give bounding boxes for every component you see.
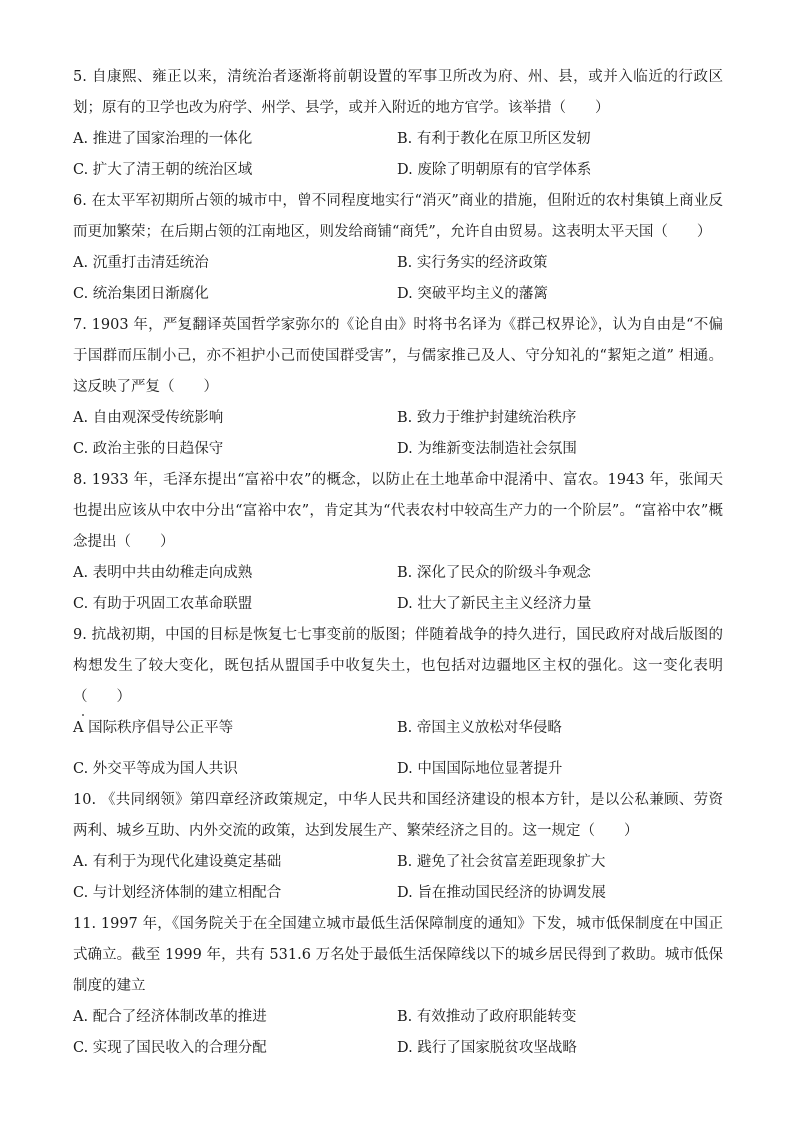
- question-7: [73, 310, 723, 465]
- option-list: [73, 713, 723, 785]
- option-list: [73, 558, 723, 620]
- question-10: [73, 785, 723, 909]
- option-b[interactable]: B. 帝国主义放松对华侵略: [397, 720, 562, 736]
- option-d[interactable]: D. 为维新变法制造社会氛围: [397, 441, 577, 457]
- option-d[interactable]: D. 突破平均主义的藩篱: [397, 286, 548, 302]
- option-c[interactable]: C. 实现了国民收入的合理分配: [73, 1040, 267, 1056]
- question-stem: 10. 《共同纲领》第四章经济政策规定，中华人民共和国经济建设的根本方针，是以公私兼顾、劳资两利、城乡互助、内外交流的政策，达到发展生产、繁荣经济之目的。这一规定（ ）: [73, 792, 723, 839]
- spacer: [397, 744, 723, 754]
- question-stem: 6. 在太平军初期所占领的城市中，曾不同程度地实行“消灭”商业的措施，但附近的农村集镇上商业反而更加繁荣；在后期占领的江南地区，则发给商铺“商凭”，允许自由贸易。这表明太平天国（ ）: [73, 193, 723, 240]
- option-c[interactable]: C. 政治主张的日趋保守: [73, 441, 224, 457]
- option-a[interactable]: A. 推进了国家治理的一体化: [73, 131, 253, 147]
- option-c[interactable]: C. 与计划经济体制的建立相配合: [73, 885, 282, 901]
- option-c[interactable]: C. 有助于巩固工农革命联盟: [73, 596, 253, 612]
- question-11: [73, 909, 723, 1064]
- option-d[interactable]: D. 废除了明朝原有的官学体系: [397, 162, 592, 178]
- question-6: [73, 186, 723, 310]
- question-list: [73, 62, 723, 1064]
- question-9: [73, 620, 723, 785]
- question-stem: 7. 1903 年，严复翻译英国哲学家弥尔的《论自由》时将书名译为《群己权界论》，认为自由是“不偏于国群而压制小己，亦不袒护小己而使国群受害”，与儒家推己及人、守分知礼的“絜矩之道” 相通。这反映了严复（ ）: [73, 317, 723, 395]
- option-c[interactable]: C. 外交平等成为国人共识: [73, 761, 238, 777]
- stray-mark: [82, 714, 84, 716]
- question-8: [73, 465, 723, 620]
- question-stem: 9. 抗战初期，中国的目标是恢复七七事变前的版图；伴随着战争的持久进行，国民政府对战后版图的构想发生了较大变化，既包括从盟国手中收复失土，也包括对边疆地区主权的强化。这一变化表明（ ）: [73, 627, 723, 705]
- option-b[interactable]: B. 避免了社会贫富差距现象扩大: [397, 854, 606, 870]
- question-stem: 8. 1933 年，毛泽东提出“富裕中农”的概念，以防止在土地革命中混淆中、富农。1943 年，张闻天也提出应该从中农中分出“富裕中农”，肯定其为“代表农村中较高生产力的一个阶层”。“富裕中农”概念提出（ ）: [73, 472, 723, 550]
- option-a[interactable]: A. 自由观深受传统影响: [73, 410, 224, 426]
- option-c[interactable]: C. 统治集团日渐腐化: [73, 286, 209, 302]
- option-d[interactable]: D. 践行了国家脱贫攻坚战略: [397, 1040, 577, 1056]
- option-a[interactable]: A. 有利于为现代化建设奠定基础: [73, 854, 282, 870]
- option-b[interactable]: B. 实行务实的经济政策: [397, 255, 548, 271]
- option-d[interactable]: D. 旨在推动国民经济的协调发展: [397, 885, 606, 901]
- option-list: [73, 1002, 723, 1064]
- spacer: [73, 744, 397, 754]
- option-d[interactable]: D. 中国国际地位显著提升: [397, 761, 563, 777]
- option-d[interactable]: D. 壮大了新民主主义经济力量: [397, 596, 592, 612]
- option-b[interactable]: B. 有效推动了政府职能转变: [397, 1009, 577, 1025]
- option-a[interactable]: A. 沉重打击清廷统治: [73, 255, 209, 271]
- option-a[interactable]: A 国际秩序倡导公正平等: [73, 720, 234, 736]
- option-b[interactable]: B. 有利于教化在原卫所区发轫: [397, 131, 591, 147]
- option-b[interactable]: B. 深化了民众的阶级斗争观念: [397, 565, 591, 581]
- option-list: [73, 248, 723, 310]
- option-a[interactable]: A. 配合了经济体制改革的推进: [73, 1009, 267, 1025]
- option-list: [73, 403, 723, 465]
- question-5: [73, 62, 723, 186]
- option-list: [73, 847, 723, 909]
- question-stem: 5. 自康熙、雍正以来，清统治者逐渐将前朝设置的军事卫所改为府、州、县，或并入临近的行政区划；原有的卫学也改为府学、州学、县学，或并入附近的地方官学。该举措（ ）: [73, 69, 723, 116]
- option-a[interactable]: A. 表明中共由幼稚走向成熟: [73, 565, 253, 581]
- question-stem: 11. 1997 年，《国务院关于在全国建立城市最低生活保障制度的通知》下发，城市低保制度在中国正式确立。截至 1999 年，共有 531.6 万名处于最低生活保障线以下的城乡居民得到了救助。城市低保制度的建立: [73, 916, 723, 994]
- option-b[interactable]: B. 致力于维护封建统治秩序: [397, 410, 577, 426]
- option-c[interactable]: C. 扩大了清王朝的统治区域: [73, 162, 253, 178]
- option-list: [73, 124, 723, 186]
